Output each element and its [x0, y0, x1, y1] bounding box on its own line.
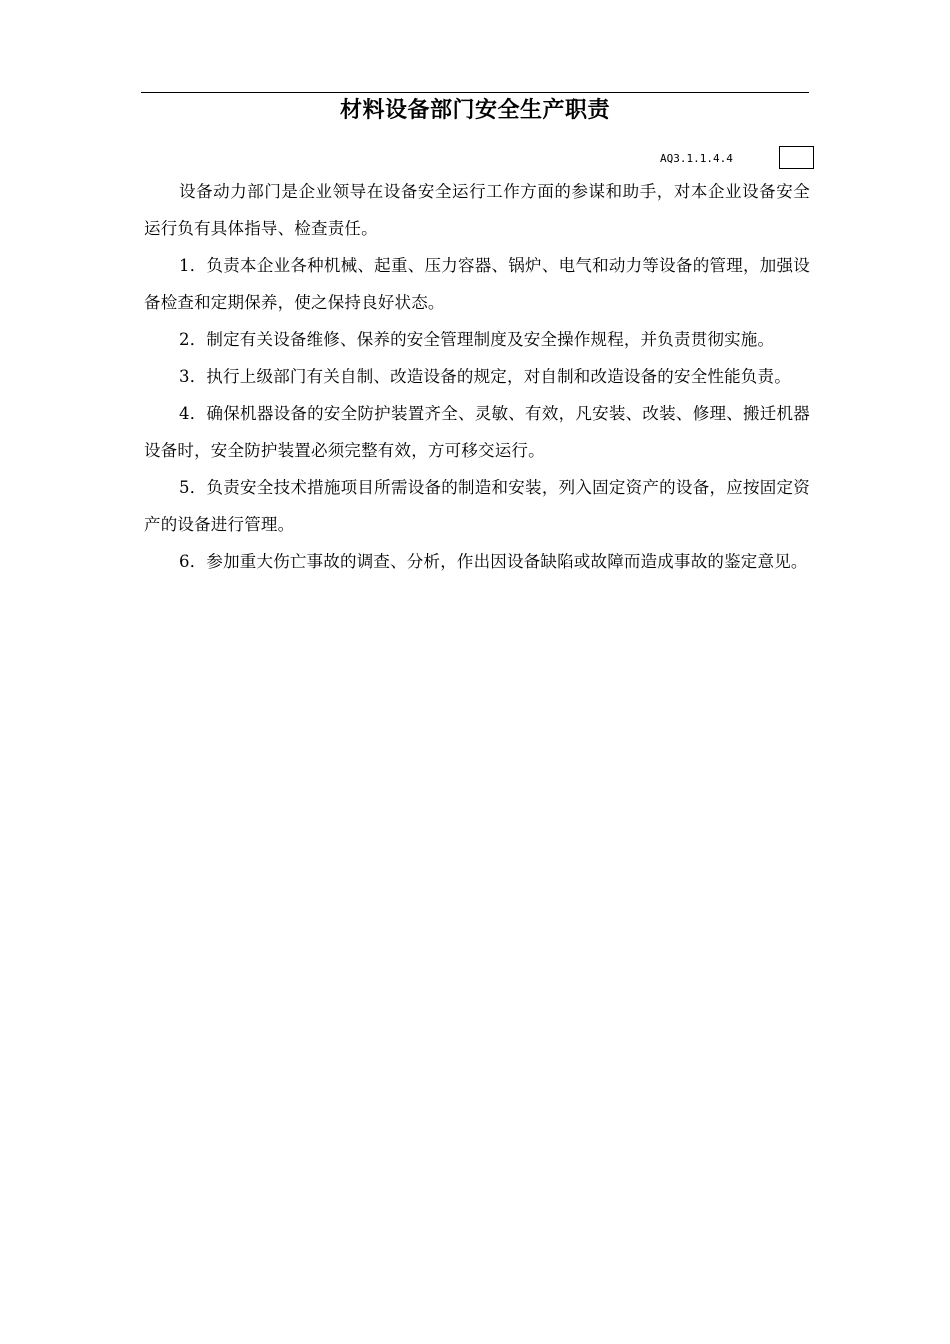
paragraph-item-6: 6．参加重大伤亡事故的调查、分析，作出因设备缺陷或故障而造成事故的鉴定意见。 [179, 552, 808, 571]
paragraph-item-1: 1．负责本企业各种机械、起重、压力容器、锅炉、电气和动力等设备的管理，加强设备检查和定期保养，使之保持良好状态。 [144, 256, 810, 312]
paragraph-item-4: 4．确保机器设备的安全防护装置齐全、灵敏、有效，凡安装、改装、修理、搬迁机器设备时，安全防护装置必须完整有效，方可移交运行。 [144, 404, 810, 460]
paragraph-item-2: 2．制定有关设备维修、保养的安全管理制度及安全操作规程，并负责贯彻实施。 [179, 330, 775, 349]
code-box [779, 146, 814, 169]
paragraph-intro: 设备动力部门是企业领导在设备安全运行工作方面的参谋和助手，对本企业设备安全运行负有具体指导、检查责任。 [144, 182, 810, 238]
paragraph-item-3: 3．执行上级部门有关自制、改造设备的规定，对自制和改造设备的安全性能负责。 [179, 367, 791, 386]
body-text [144, 173, 810, 580]
page-title: 材料设备部门安全生产职责 [339, 98, 610, 123]
document-code: AQ3.1.1.4.4 [660, 152, 733, 165]
paragraph-item-5: 5．负责安全技术措施项目所需设备的制造和安装，列入固定资产的设备，应按固定资产的设备进行管理。 [144, 478, 810, 534]
header-rule [141, 92, 809, 93]
